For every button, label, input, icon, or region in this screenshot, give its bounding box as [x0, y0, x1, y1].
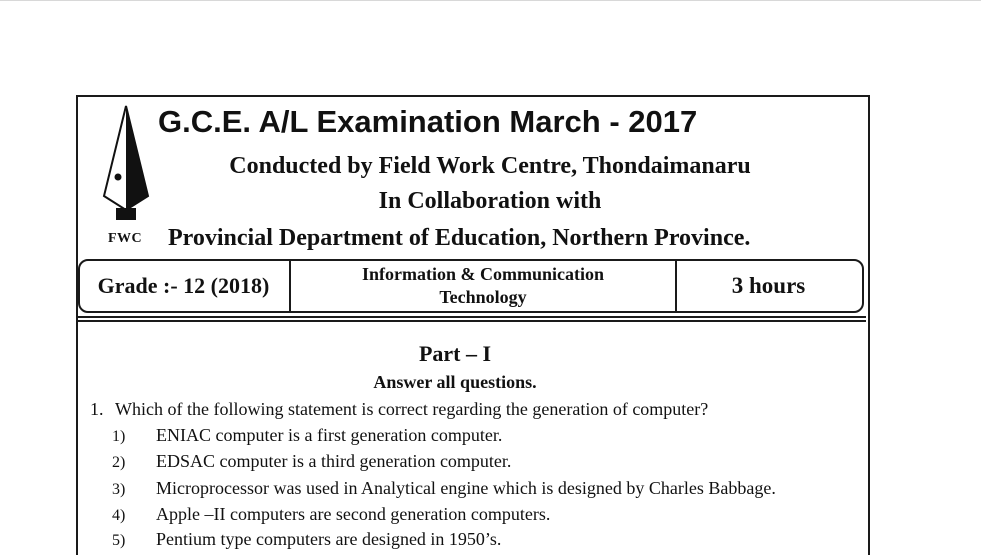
grade-cell: Grade :- 12 (2018): [97, 273, 270, 298]
option-text: Microprocessor was used in Analytical engine which is designed by Charles Babbage.: [156, 478, 776, 498]
top-divider: [0, 0, 981, 1]
logo-label: FWC: [108, 231, 143, 246]
subject-line-1: Information & Communication: [362, 264, 604, 284]
divider-line: [78, 320, 866, 322]
option-text: Apple –II computers are second generation computers.: [156, 504, 551, 524]
pen-nib-logo-icon: [96, 104, 156, 222]
question-text: Which of the following statement is correct regarding the generation of computer?: [115, 399, 709, 419]
subject-line-2: Technology: [439, 287, 527, 307]
question-number: 1.: [90, 399, 104, 419]
option-text: ENIAC computer is a first generation computer.: [156, 425, 503, 445]
option-text: EDSAC computer is a third generation computer.: [156, 451, 512, 471]
option-number: 1): [112, 428, 126, 445]
collaboration-line: In Collaboration with: [378, 188, 602, 214]
subject-cell: [289, 261, 677, 311]
option-number: 3): [112, 481, 126, 498]
divider-line: [78, 316, 866, 318]
exam-info-box: [78, 259, 864, 313]
instruction-text: Answer all questions.: [373, 372, 537, 392]
exam-title: G.C.E. A/L Examination March - 2017: [158, 104, 698, 139]
duration-cell: 3 hours: [731, 273, 806, 298]
conducted-by: Conducted by Field Work Centre, Thondaimanaru: [229, 153, 751, 179]
option-number: 5): [112, 532, 126, 549]
option-number: 4): [112, 507, 126, 524]
part-title: Part – I: [418, 341, 492, 366]
option-number: 2): [112, 454, 126, 471]
department-line: Provincial Department of Education, Northern Province.: [168, 225, 751, 251]
option-text: Pentium type computers are designed in 1950’s.: [156, 529, 502, 549]
